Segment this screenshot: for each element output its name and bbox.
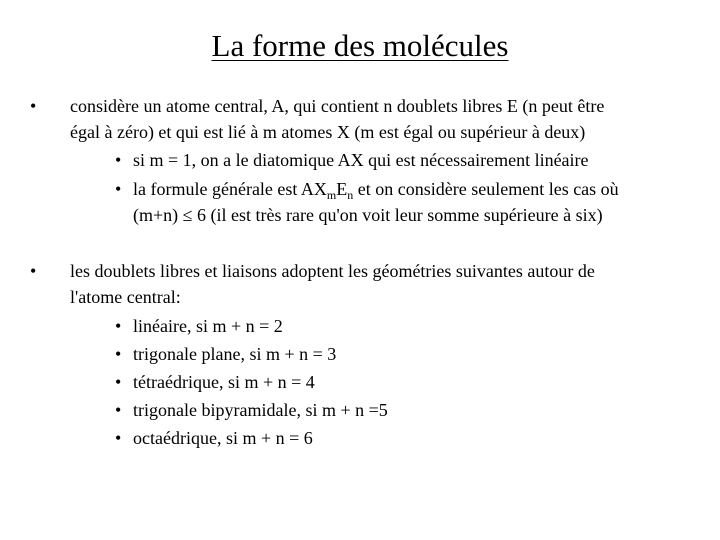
geometry-item: octaédrique, si m + n = 6 [133,428,313,448]
bullet-glyph: • [115,150,122,170]
bullet-glyph: • [115,316,122,336]
geometry-item: trigonale plane, si m + n = 3 [133,344,337,364]
formula-e: E [336,179,348,199]
geometry-item: linéaire, si m + n = 2 [133,316,283,336]
formula-suffix: et on considère seulement les cas où [353,179,619,199]
section1-line2: égal à zéro) et qui est lié à m atomes X (m est égal ou supérieur à deux) [70,122,586,142]
section1-sub2 [133,176,619,202]
subscript-n: n [347,188,354,202]
section2-line1: les doublets libres et liaisons adoptent les géométries suivantes autour de [70,261,595,281]
slide-title: La forme des molécules [211,28,509,63]
formula-prefix: la formule générale est AX [133,179,327,199]
section1-sub1: si m = 1, on a le diatomique AX qui est nécessairement linéaire [133,150,589,170]
section2-line2: l'atome central: [70,287,181,307]
section1-sub2-line2: (m+n) ≤ 6 (il est très rare qu'on voit leur somme supérieure à six) [133,205,603,225]
bullet-glyph: • [115,372,122,392]
subscript-m: m [326,188,337,202]
bullet-glyph: • [115,179,122,199]
geometry-item: trigonale bipyramidale, si m + n =5 [133,400,388,420]
bullet-glyph: • [115,344,122,364]
bullet-glyph: • [115,400,122,420]
geometry-item: tétraédrique, si m + n = 4 [133,372,315,392]
section1-line1: considère un atome central, A, qui contient n doublets libres E (n peut être [70,96,605,116]
bullet-glyph: • [30,261,37,281]
bullet-glyph: • [115,428,122,448]
bullet-glyph: • [30,96,37,116]
